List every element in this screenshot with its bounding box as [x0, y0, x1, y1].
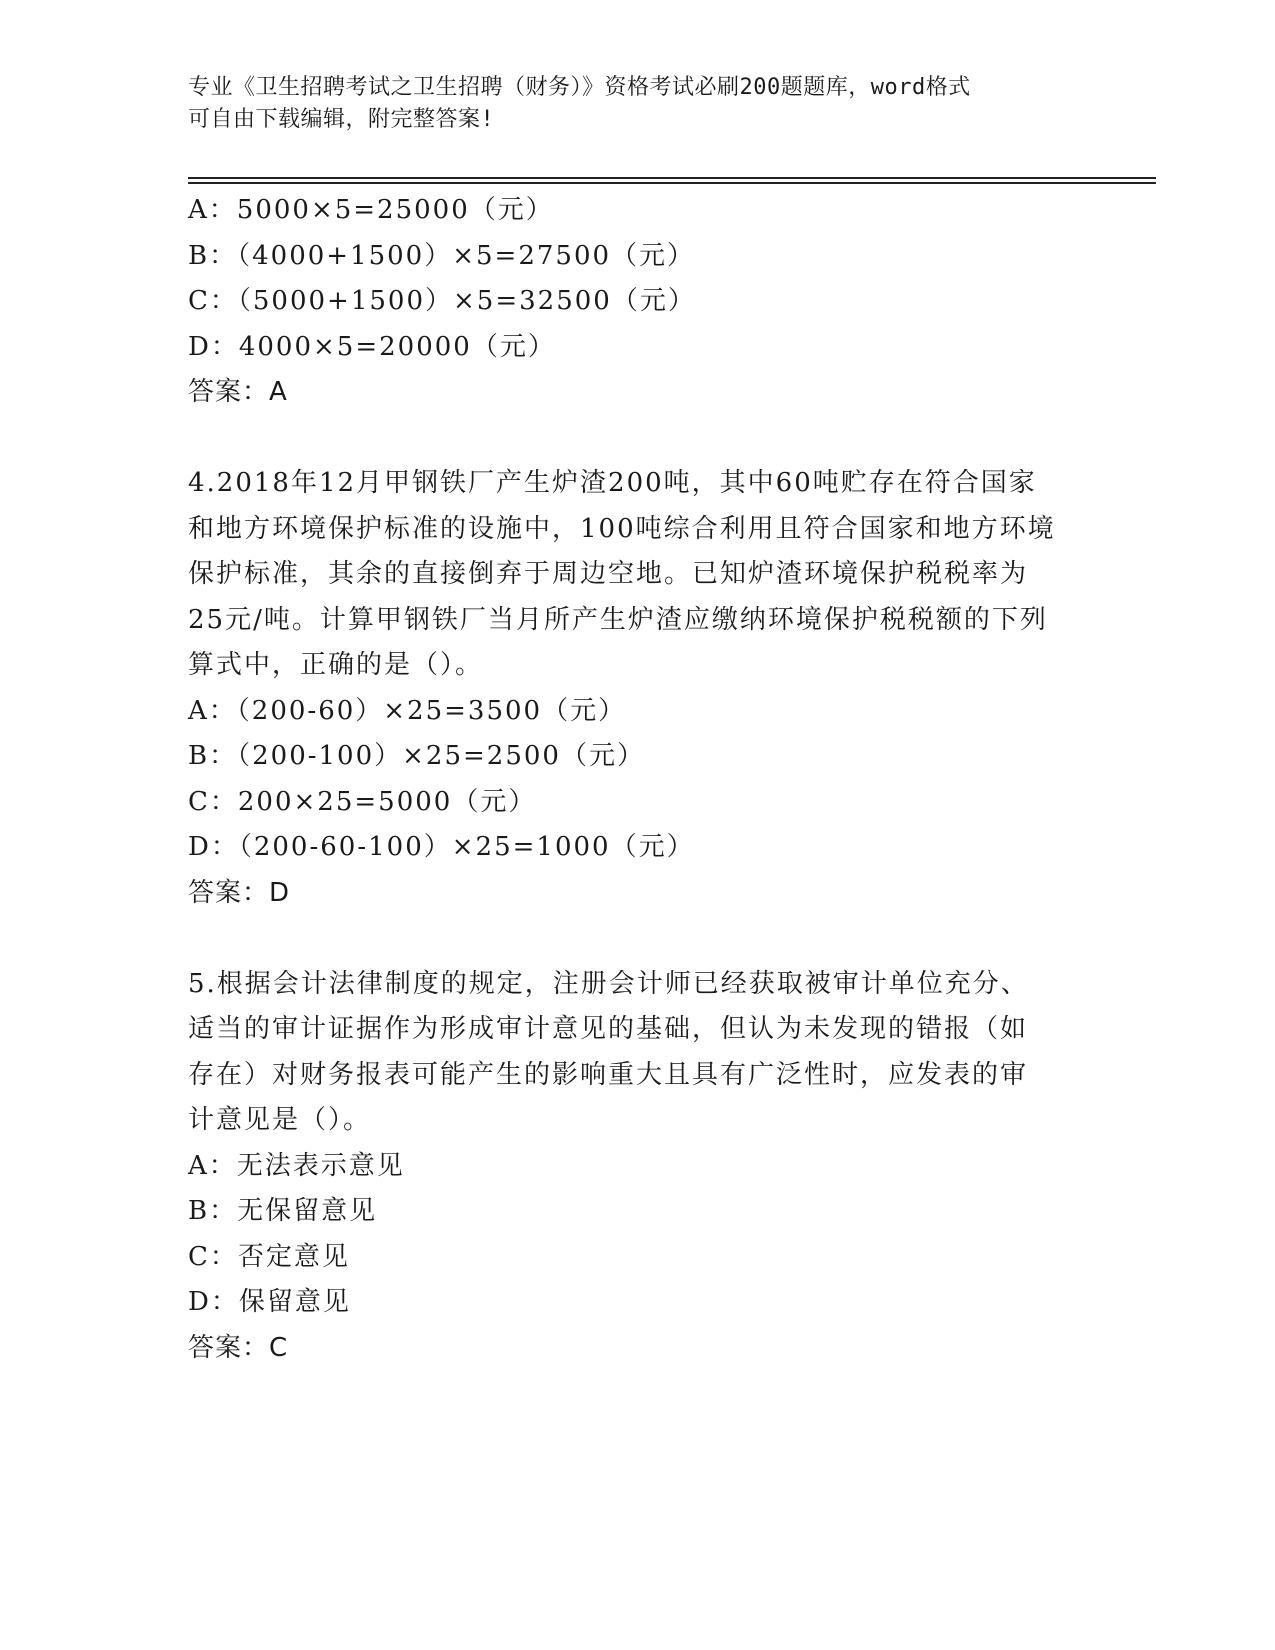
q4-answer: 答案：D: [188, 877, 291, 908]
document-header: [188, 72, 1088, 136]
q5-stem-line-4: 计意见是（）。: [188, 1105, 372, 1135]
q5-answer: 答案：C: [188, 1332, 289, 1363]
header-line-2: 可自由下载编辑，附完整答案!: [188, 107, 495, 132]
q3-answer: 答案：A: [188, 377, 288, 407]
q4-stem-line-5: 算式中，正确的是（）。: [188, 650, 484, 680]
q4-stem-line-1: 4.2018年12月甲钢铁厂产生炉渣200吨，其中60吨贮存在符合国家: [188, 468, 1037, 498]
q5-stem-line-1: 5.根据会计法律制度的规定，注册会计师已经获取被审计单位充分、: [188, 968, 1029, 999]
q4-option-b: B：（200-100）×25=2500（元）: [188, 741, 645, 771]
q4-option-d: D：（200-60-100）×25=1000（元）: [188, 832, 695, 862]
question-3: [188, 188, 1088, 416]
q4-stem-line-2: 和地方环境保护标准的设施中，100吨综合利用且符合国家和地方环境: [188, 513, 1056, 544]
q5-option-b: B：无保留意见: [188, 1196, 378, 1226]
q5-option-c: C：否定意见: [188, 1241, 350, 1272]
q3-option-d: D：4000×5=20000（元）: [188, 331, 556, 362]
q3-option-b: B：（4000+1500）×5=27500（元）: [188, 240, 696, 271]
q5-option-a: A：无法表示意见: [188, 1150, 405, 1181]
q3-option-c: C：（5000+1500）×5=32500（元）: [188, 286, 696, 316]
q5-stem-line-2: 适当的审计证据作为形成审计意见的基础，但认为未发现的错报（如: [188, 1014, 1029, 1044]
header-line-1: 专业《卫生招聘考试之卫生招聘（财务）》资格考试必刷200题题库，word格式: [188, 75, 971, 100]
q3-option-a: A：5000×5=25000（元）: [188, 195, 554, 225]
q5-stem-line-3: 存在）对财务报表可能产生的影响重大且具有广泛性时，应发表的审: [188, 1059, 1029, 1090]
spacer: [188, 916, 1088, 962]
question-5: [188, 962, 1088, 1372]
spacer: [188, 416, 1088, 462]
q4-option-c: C：200×25=5000（元）: [188, 786, 537, 817]
header-divider-bottom: [188, 182, 1156, 184]
header-divider-top: [188, 177, 1156, 179]
question-4: [188, 461, 1088, 916]
q4-option-a: A：（200-60）×25=3500（元）: [188, 695, 627, 726]
q5-option-d: D：保留意见: [188, 1287, 351, 1317]
q4-stem-line-4: 25元/吨。计算甲钢铁厂当月所产生炉渣应缴纳环境保护税税额的下列: [188, 604, 1048, 635]
question-content: [188, 188, 1088, 1371]
q4-stem-line-3: 保护标准，其余的直接倒弃于周边空地。已知炉渣环境保护税税率为: [188, 559, 1029, 589]
